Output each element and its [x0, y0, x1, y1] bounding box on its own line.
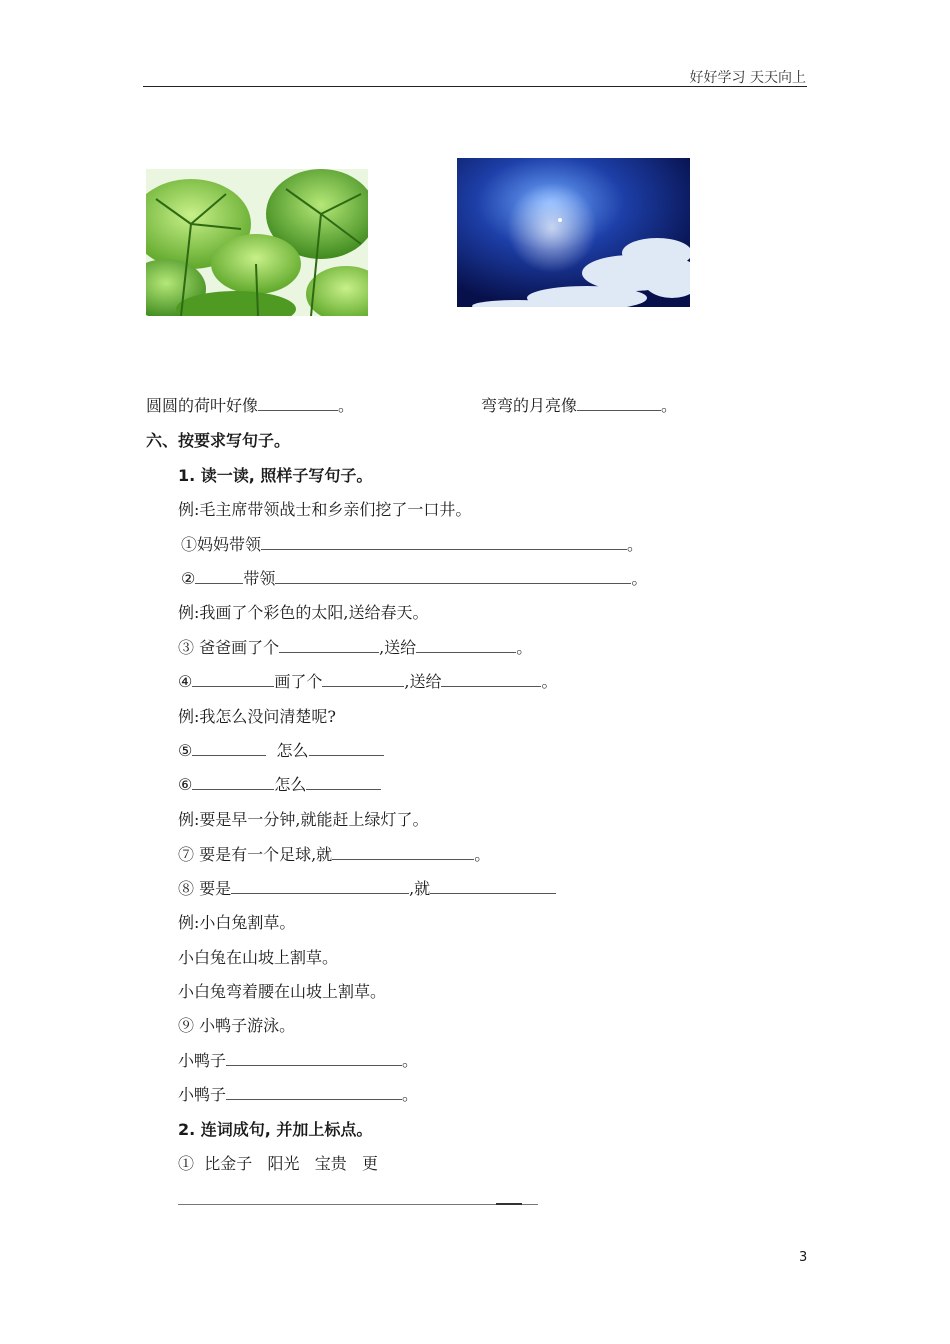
answer-blank[interactable] — [441, 672, 541, 687]
answer-blank[interactable] — [577, 396, 661, 411]
header-rule — [143, 86, 807, 87]
answer-blank[interactable] — [231, 879, 409, 894]
answer-blank[interactable] — [258, 396, 338, 411]
example-5-expanded-more: 小白兔弯着腰在山坡上割草。 — [178, 982, 387, 1001]
item-9a: 小鸭子 。 — [178, 1051, 419, 1070]
example-3: 例:我怎么没问清楚呢? — [178, 707, 336, 726]
answer-blank[interactable] — [192, 741, 266, 756]
moon-caption: 弯弯的月亮像 。 — [481, 396, 678, 415]
answer-blank[interactable] — [322, 672, 404, 687]
answer-blank[interactable] — [226, 1051, 402, 1066]
word-group-1: ① 比金子 阳光 宝贵 更 — [178, 1154, 379, 1173]
lotus-leaf-photo — [146, 169, 368, 316]
answer-blank[interactable] — [226, 1085, 402, 1100]
answer-blank[interactable] — [192, 775, 274, 790]
question-1-title: 1. 读一读, 照样子写句子。 — [178, 466, 373, 485]
item-2: ② 带领 。 — [181, 569, 648, 588]
answer-line-mark — [496, 1203, 522, 1205]
item-3: ③ 爸爸画了个 ,送给 。 — [178, 638, 533, 657]
answer-blank[interactable] — [261, 535, 627, 550]
answer-blank[interactable] — [430, 879, 556, 894]
answer-blank[interactable] — [309, 741, 384, 756]
example-5: 例:小白兔割草。 — [178, 913, 296, 932]
section-6-title: 六、按要求写句子。 — [146, 431, 291, 450]
answer-blank[interactable] — [275, 569, 631, 584]
page-header-motto: 好好学习 天天向上 — [689, 70, 806, 86]
answer-blank[interactable] — [195, 569, 243, 584]
example-1: 例:毛主席带领战士和乡亲们挖了一口井。 — [178, 500, 472, 519]
answer-line[interactable] — [178, 1204, 538, 1205]
example-4: 例:要是早一分钟,就能赶上绿灯了。 — [178, 810, 429, 829]
item-4: ④ 画了个 ,送给 。 — [178, 672, 558, 691]
item-1: ①妈妈带领 。 — [181, 535, 644, 554]
lotus-caption: 圆圆的荷叶好像 。 — [146, 396, 355, 415]
example-5-expanded: 小白兔在山坡上割草。 — [178, 948, 339, 967]
answer-blank[interactable] — [332, 845, 474, 860]
answer-blank[interactable] — [192, 672, 274, 687]
answer-blank[interactable] — [279, 638, 379, 653]
question-2-title: 2. 连词成句, 并加上标点。 — [178, 1120, 373, 1139]
answer-blank[interactable] — [306, 775, 381, 790]
page-number: 3 — [799, 1250, 808, 1265]
example-2: 例:我画了个彩色的太阳,送给春天。 — [178, 603, 429, 622]
item-9b: 小鸭子 。 — [178, 1085, 419, 1104]
answer-blank[interactable] — [416, 638, 516, 653]
item-5: ⑤ 怎么 — [178, 741, 384, 761]
item-9: ⑨ 小鸭子游泳。 — [178, 1016, 296, 1035]
item-8: ⑧ 要是 ,就 — [178, 879, 556, 899]
item-6: ⑥ 怎么 — [178, 775, 381, 795]
crescent-moon-photo — [457, 158, 690, 307]
item-7: ⑦ 要是有一个足球,就 。 — [178, 845, 491, 864]
